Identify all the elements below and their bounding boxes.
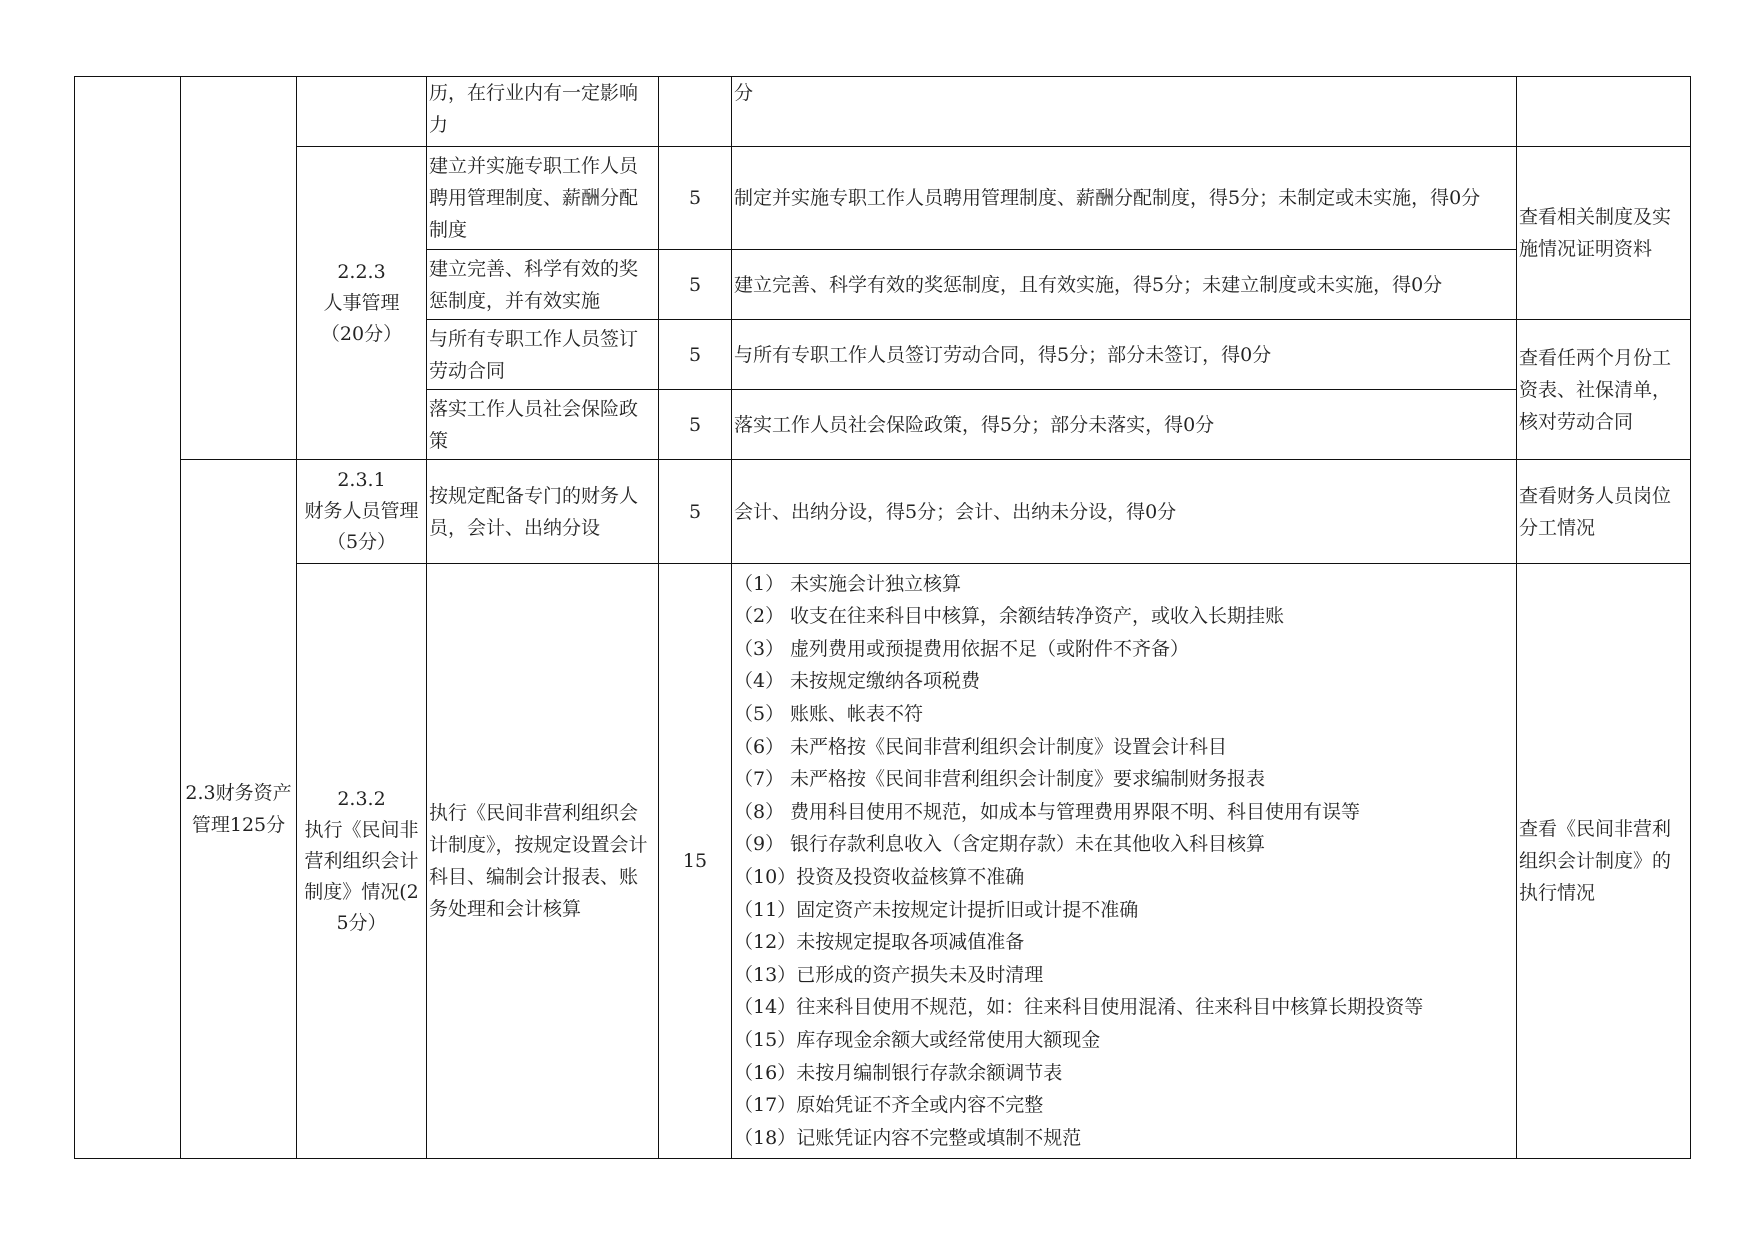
assessment-method: 查看任两个月份工资表、社保清单，核对劳动合同: [1517, 320, 1691, 460]
criteria-text: 收支在往来科目中核算，余额结转净资产，或收入长期挂账: [790, 605, 1285, 628]
assessment-item: 历，在行业内有一定影响力: [427, 77, 659, 147]
score-cell: [659, 77, 732, 147]
criteria-item: [734, 731, 1514, 764]
criteria-item: [734, 568, 1514, 601]
assessment-item: 建立并实施专职工作人员聘用管理制度、薪酬分配制度: [427, 147, 659, 250]
score-cell: 5: [659, 320, 732, 390]
criteria-number: （9）: [734, 833, 785, 856]
deduction-criteria-list: [732, 564, 1517, 1159]
criteria-number: （16）: [734, 1061, 797, 1084]
criteria-text: 未严格按《民间非营利组织会计制度》设置会计科目: [790, 735, 1228, 758]
criteria-number: （12）: [734, 931, 797, 954]
score-cell: 5: [659, 390, 732, 460]
criteria-number: （2）: [734, 605, 785, 628]
criteria-item: [734, 1057, 1514, 1090]
criteria-item: [734, 828, 1514, 861]
criteria-item: [734, 633, 1514, 666]
criteria-text: 银行存款利息收入（含定期存款）未在其他收入科目核算: [790, 833, 1266, 856]
section-title: 人事管理: [323, 291, 400, 314]
criteria-text: 未按规定提取各项减值准备: [796, 931, 1025, 954]
score-cell: 5: [659, 460, 732, 564]
second-level-cell: [181, 77, 297, 460]
criteria-number: （10）: [734, 866, 797, 888]
assessment-method: 查看财务人员岗位分工情况: [1517, 460, 1691, 564]
criteria-item: [734, 894, 1514, 927]
criteria-number: （11）: [734, 898, 797, 921]
assessment-method: 查看相关制度及实施情况证明资料: [1517, 147, 1691, 320]
assessment-item: 与所有专职工作人员签订劳动合同: [427, 320, 659, 390]
scoring-table: [74, 76, 1691, 1159]
criteria-item: [734, 665, 1514, 698]
section-score: （20分）: [320, 322, 403, 345]
score-cell: 5: [659, 147, 732, 250]
section-title: 财务人员管理: [304, 500, 419, 522]
criteria-number: （8）: [734, 800, 785, 823]
method-cell: [1517, 77, 1691, 147]
criteria-item: [734, 991, 1514, 1024]
section-number: 2.3.2: [337, 787, 386, 810]
criteria-text: 投资及投资收益核算不准确: [796, 866, 1025, 888]
criteria-item: [734, 1122, 1514, 1155]
scoring-rule: 分: [732, 77, 1517, 147]
criteria-text: 虚列费用或预提费用依据不足（或附件不齐备）: [790, 637, 1190, 660]
criteria-number: （5）: [734, 703, 785, 726]
section-number: 2.2.3: [337, 260, 386, 283]
assessment-item: 执行《民间非营利组织会计制度》，按规定设置会计科目、编制会计报表、账务处理和会计核算: [427, 564, 659, 1159]
criteria-text: 未严格按《民间非营利组织会计制度》要求编制财务报表: [790, 768, 1266, 791]
criteria-number: （6）: [734, 735, 785, 758]
criteria-item: [734, 926, 1514, 959]
criteria-number: （17）: [734, 1094, 797, 1117]
section-number: 2.3.1: [337, 469, 386, 491]
criteria-number: （15）: [734, 1028, 797, 1051]
section-2-3-1: [297, 460, 427, 564]
criteria-text: 已形成的资产损失未及时清理: [796, 963, 1044, 986]
assessment-method: 查看《民间非营利组织会计制度》的执行情况: [1517, 564, 1691, 1159]
scoring-rule: 会计、出纳分设，得5分；会计、出纳未分设，得0分: [732, 460, 1517, 564]
criteria-item: [734, 600, 1514, 633]
section-2-3: 2.3财务资产管理125分: [181, 460, 297, 1159]
assessment-item: 落实工作人员社会保险政策: [427, 390, 659, 460]
score-cell: 15: [659, 564, 732, 1159]
table-row: [75, 460, 1691, 564]
first-level-cell: [75, 77, 181, 1159]
third-level-cell: [297, 77, 427, 147]
criteria-text: 往来科目使用不规范，如：往来科目使用混淆、往来科目中核算长期投资等: [796, 996, 1424, 1019]
score-cell: 5: [659, 250, 732, 320]
criteria-number: （1）: [734, 572, 785, 595]
criteria-number: （7）: [734, 768, 785, 791]
assessment-item: 按规定配备专门的财务人员，会计、出纳分设: [427, 460, 659, 564]
table-row: [75, 147, 1691, 250]
table-row: [75, 564, 1691, 1159]
criteria-text: 未按规定缴纳各项税费: [790, 670, 981, 693]
criteria-text: 原始凭证不齐全或内容不完整: [796, 1094, 1044, 1117]
table-row: [75, 77, 1691, 147]
criteria-text: 费用科目使用不规范，如成本与管理费用界限不明、科目使用有误等: [790, 800, 1361, 823]
criteria-text: 固定资产未按规定计提折旧或计提不准确: [796, 898, 1139, 921]
criteria-item: [734, 1089, 1514, 1122]
criteria-text: 库存现金余额大或经常使用大额现金: [796, 1028, 1101, 1051]
criteria-number: （18）: [734, 1126, 797, 1149]
criteria-text: 未按月编制银行存款余额调节表: [796, 1061, 1063, 1084]
criteria-number: （13）: [734, 963, 797, 986]
criteria-number: （4）: [734, 670, 785, 693]
scoring-rule: 落实工作人员社会保险政策，得5分；部分未落实，得0分: [732, 390, 1517, 460]
section-score: （5分）: [326, 531, 397, 553]
criteria-text: 记账凭证内容不完整或填制不规范: [796, 1126, 1082, 1149]
criteria-item: [734, 698, 1514, 731]
criteria-item: [734, 763, 1514, 796]
criteria-number: （3）: [734, 637, 785, 660]
criteria-item: [734, 796, 1514, 829]
scoring-rule: 制定并实施专职工作人员聘用管理制度、薪酬分配制度，得5分；未制定或未实施，得0分: [732, 147, 1517, 250]
section-title: 执行《民间非营利组织会计制度》情况(25分）: [304, 818, 419, 934]
criteria-number: （14）: [734, 996, 797, 1019]
section-2-2-3: [297, 147, 427, 460]
criteria-item: [734, 1024, 1514, 1057]
scoring-rule: 与所有专职工作人员签订劳动合同，得5分；部分未签订，得0分: [732, 320, 1517, 390]
section-2-3-2: [297, 564, 427, 1159]
assessment-item: 建立完善、科学有效的奖惩制度，并有效实施: [427, 250, 659, 320]
criteria-item: [734, 861, 1514, 894]
criteria-item: [734, 959, 1514, 992]
criteria-text: 账账、帐表不符: [790, 703, 924, 726]
criteria-text: 未实施会计独立核算: [790, 572, 962, 595]
scoring-rule: 建立完善、科学有效的奖惩制度，且有效实施，得5分；未建立制度或未实施，得0分: [732, 250, 1517, 320]
